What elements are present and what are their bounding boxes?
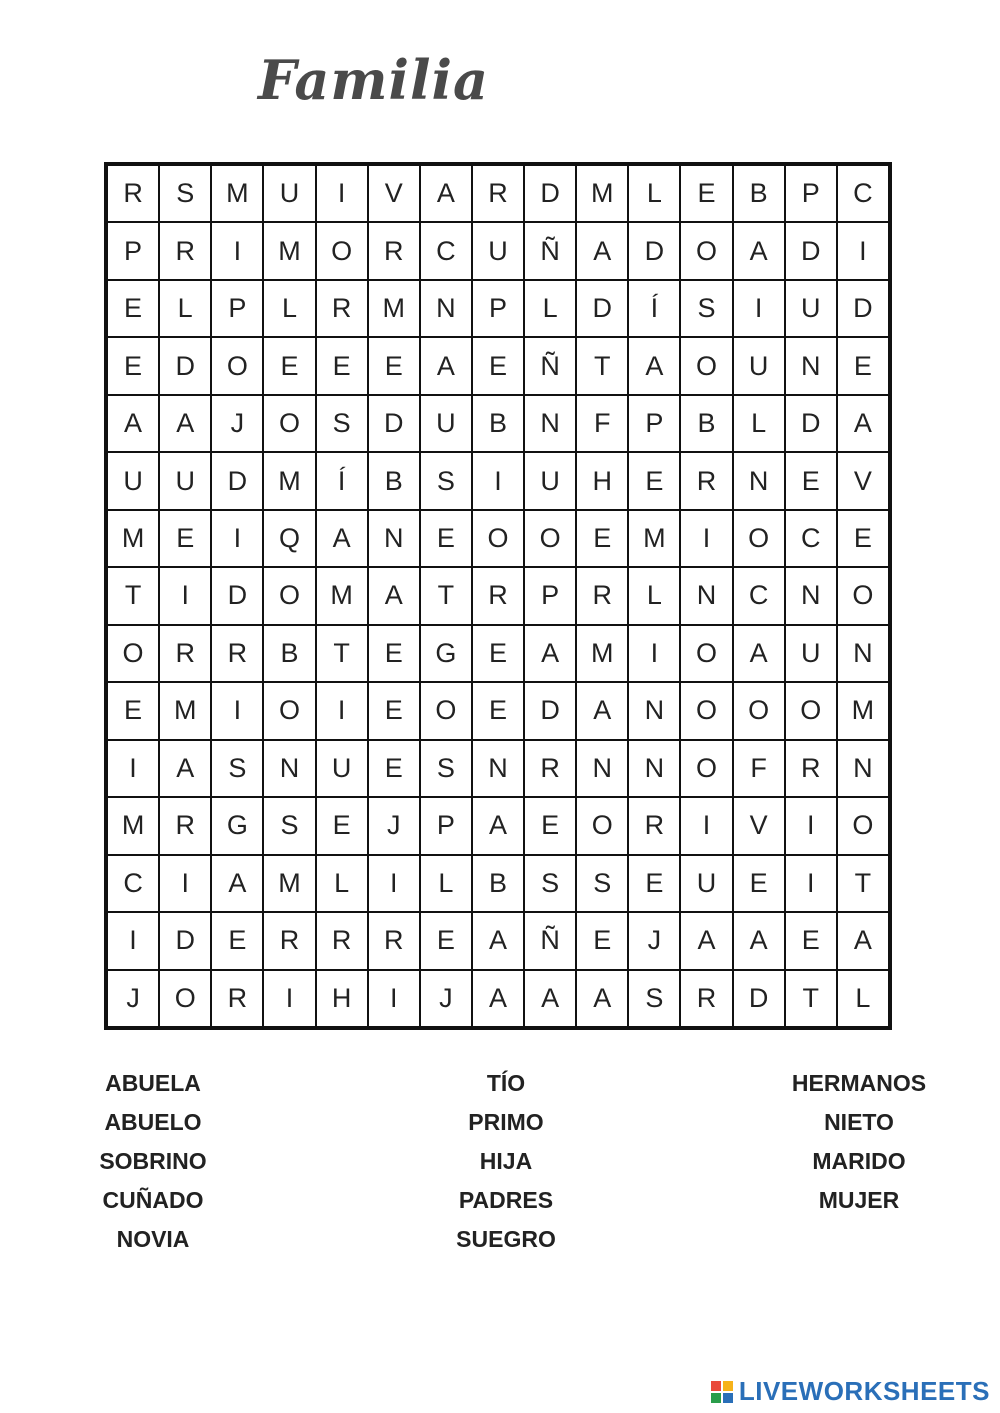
grid-cell[interactable]: S bbox=[158, 164, 212, 223]
grid-cell[interactable]: E bbox=[679, 164, 733, 223]
grid-cell[interactable]: O bbox=[575, 796, 629, 855]
grid-cell[interactable]: B bbox=[367, 451, 421, 510]
grid-cell[interactable]: R bbox=[523, 739, 577, 798]
word-list-item: MUJER bbox=[818, 1187, 900, 1213]
grid-cell[interactable]: M bbox=[106, 509, 160, 568]
word-list-item: SOBRINO bbox=[99, 1148, 207, 1174]
grid-cell[interactable]: O bbox=[679, 681, 733, 740]
grid-cell[interactable]: E bbox=[471, 681, 525, 740]
grid-cell[interactable]: Í bbox=[627, 279, 681, 338]
grid-cell[interactable]: N bbox=[419, 279, 473, 338]
grid-cell[interactable]: M bbox=[627, 509, 681, 568]
grid-cell[interactable]: E bbox=[627, 854, 681, 913]
grid-cell[interactable]: T bbox=[106, 566, 160, 625]
word-list-item: PADRES bbox=[458, 1187, 554, 1213]
grid-cell[interactable]: O bbox=[315, 221, 369, 280]
grid-cell[interactable]: D bbox=[158, 336, 212, 395]
grid-cell[interactable]: A bbox=[575, 221, 629, 280]
grid-cell[interactable]: A bbox=[471, 969, 525, 1028]
grid-cell[interactable]: I bbox=[367, 854, 421, 913]
grid-cell[interactable]: R bbox=[367, 911, 421, 970]
grid-cell[interactable]: N bbox=[679, 566, 733, 625]
word-list-item: CUÑADO bbox=[102, 1187, 204, 1213]
grid-cell[interactable]: L bbox=[523, 279, 577, 338]
grid-cell[interactable]: O bbox=[419, 681, 473, 740]
grid-cell[interactable]: P bbox=[784, 164, 838, 223]
grid-cell[interactable]: A bbox=[367, 566, 421, 625]
grid-cell[interactable]: I bbox=[627, 624, 681, 683]
grid-cell[interactable]: E bbox=[836, 336, 890, 395]
grid-cell[interactable]: O bbox=[262, 566, 316, 625]
grid-cell[interactable]: N bbox=[836, 739, 890, 798]
grid-cell[interactable]: Í bbox=[315, 451, 369, 510]
grid-cell[interactable]: R bbox=[315, 911, 369, 970]
grid-cell[interactable]: E bbox=[419, 509, 473, 568]
grid-cell[interactable]: M bbox=[262, 221, 316, 280]
grid-cell[interactable]: R bbox=[210, 624, 264, 683]
grid-cell[interactable]: O bbox=[679, 624, 733, 683]
grid-cell[interactable]: N bbox=[836, 624, 890, 683]
grid-cell[interactable]: O bbox=[732, 509, 786, 568]
grid-cell[interactable]: E bbox=[262, 336, 316, 395]
grid-cell[interactable]: A bbox=[471, 796, 525, 855]
grid-cell[interactable]: S bbox=[419, 739, 473, 798]
grid-cell[interactable]: E bbox=[784, 911, 838, 970]
grid-cell[interactable]: I bbox=[471, 451, 525, 510]
grid-cell[interactable]: I bbox=[367, 969, 421, 1028]
grid-cell[interactable]: S bbox=[419, 451, 473, 510]
grid-cell[interactable]: V bbox=[367, 164, 421, 223]
grid-cell[interactable]: M bbox=[210, 164, 264, 223]
grid-cell[interactable]: M bbox=[836, 681, 890, 740]
grid-cell[interactable]: C bbox=[836, 164, 890, 223]
grid-cell[interactable]: A bbox=[575, 681, 629, 740]
grid-cell[interactable]: I bbox=[262, 969, 316, 1028]
grid-cell[interactable]: A bbox=[836, 911, 890, 970]
grid-cell[interactable]: J bbox=[210, 394, 264, 453]
grid-cell[interactable]: D bbox=[367, 394, 421, 453]
grid-cell[interactable]: P bbox=[419, 796, 473, 855]
grid-cell[interactable]: E bbox=[732, 854, 786, 913]
grid-cell[interactable]: S bbox=[315, 394, 369, 453]
grid-cell[interactable]: E bbox=[106, 681, 160, 740]
grid-cell[interactable]: A bbox=[836, 394, 890, 453]
grid-cell[interactable]: D bbox=[523, 681, 577, 740]
grid-cell[interactable]: O bbox=[158, 969, 212, 1028]
grid-cell[interactable]: U bbox=[679, 854, 733, 913]
grid-cell[interactable]: I bbox=[158, 566, 212, 625]
grid-cell[interactable]: E bbox=[575, 509, 629, 568]
grid-cell[interactable]: I bbox=[158, 854, 212, 913]
grid-cell[interactable]: L bbox=[836, 969, 890, 1028]
grid-cell[interactable]: B bbox=[262, 624, 316, 683]
grid-cell[interactable]: P bbox=[523, 566, 577, 625]
grid-cell[interactable]: D bbox=[158, 911, 212, 970]
grid-cell[interactable]: R bbox=[210, 969, 264, 1028]
grid-cell[interactable]: E bbox=[158, 509, 212, 568]
grid-cell[interactable]: I bbox=[784, 854, 838, 913]
grid-cell[interactable]: O bbox=[471, 509, 525, 568]
grid-cell[interactable]: O bbox=[732, 681, 786, 740]
grid-cell[interactable]: I bbox=[210, 681, 264, 740]
grid-cell[interactable]: O bbox=[523, 509, 577, 568]
word-list-item: SUEGRO bbox=[456, 1226, 556, 1252]
grid-cell[interactable]: N bbox=[732, 451, 786, 510]
grid-cell[interactable]: U bbox=[471, 221, 525, 280]
grid-cell[interactable]: A bbox=[732, 221, 786, 280]
grid-cell[interactable]: U bbox=[106, 451, 160, 510]
grid-cell[interactable]: M bbox=[158, 681, 212, 740]
grid-cell[interactable]: D bbox=[575, 279, 629, 338]
word-list-column-2 bbox=[406, 1064, 606, 1259]
word-search-grid bbox=[104, 162, 892, 1030]
grid-cell[interactable]: T bbox=[784, 969, 838, 1028]
grid-cell[interactable]: O bbox=[262, 394, 316, 453]
grid-cell[interactable]: R bbox=[106, 164, 160, 223]
grid-cell[interactable]: O bbox=[106, 624, 160, 683]
grid-cell[interactable]: E bbox=[367, 336, 421, 395]
page-title: Familia bbox=[258, 48, 490, 112]
grid-cell[interactable]: N bbox=[784, 566, 838, 625]
grid-cell[interactable]: A bbox=[732, 624, 786, 683]
grid-cell[interactable]: M bbox=[315, 566, 369, 625]
grid-cell[interactable]: T bbox=[836, 854, 890, 913]
grid-cell[interactable]: M bbox=[575, 164, 629, 223]
grid-cell[interactable]: O bbox=[210, 336, 264, 395]
word-list-item: NIETO bbox=[824, 1109, 894, 1135]
grid-cell[interactable]: E bbox=[315, 336, 369, 395]
grid-cell[interactable]: I bbox=[210, 509, 264, 568]
grid-cell[interactable]: E bbox=[471, 624, 525, 683]
grid-cell[interactable]: L bbox=[627, 566, 681, 625]
grid-cell[interactable]: N bbox=[471, 739, 525, 798]
grid-cell[interactable]: L bbox=[627, 164, 681, 223]
grid-cell[interactable]: U bbox=[158, 451, 212, 510]
grid-cell[interactable]: U bbox=[419, 394, 473, 453]
grid-cell[interactable]: T bbox=[419, 566, 473, 625]
grid-cell[interactable]: L bbox=[262, 279, 316, 338]
grid-cell[interactable]: H bbox=[575, 451, 629, 510]
footer-brand[interactable] bbox=[711, 1376, 990, 1407]
grid-cell[interactable]: R bbox=[784, 739, 838, 798]
grid-cell[interactable]: A bbox=[627, 336, 681, 395]
grid-cell[interactable]: E bbox=[367, 681, 421, 740]
grid-cell[interactable]: D bbox=[627, 221, 681, 280]
grid-cell[interactable]: U bbox=[262, 164, 316, 223]
grid-cell[interactable]: I bbox=[106, 739, 160, 798]
grid-cell[interactable]: R bbox=[679, 969, 733, 1028]
grid-cell[interactable]: J bbox=[367, 796, 421, 855]
grid-cell[interactable]: D bbox=[784, 221, 838, 280]
grid-cell[interactable]: D bbox=[732, 969, 786, 1028]
grid-cell[interactable]: N bbox=[575, 739, 629, 798]
grid-cell[interactable]: S bbox=[523, 854, 577, 913]
word-list-item: PRIMO bbox=[468, 1109, 544, 1135]
grid-cell[interactable]: A bbox=[732, 911, 786, 970]
grid-cell[interactable]: C bbox=[784, 509, 838, 568]
grid-cell[interactable]: D bbox=[210, 451, 264, 510]
grid-cell[interactable]: P bbox=[471, 279, 525, 338]
grid-cell[interactable]: E bbox=[106, 336, 160, 395]
grid-cell[interactable]: A bbox=[158, 394, 212, 453]
grid-cell[interactable]: E bbox=[471, 336, 525, 395]
grid-cell[interactable]: R bbox=[627, 796, 681, 855]
grid-cell[interactable]: A bbox=[158, 739, 212, 798]
grid-cell[interactable]: B bbox=[471, 394, 525, 453]
grid-cell[interactable]: R bbox=[158, 221, 212, 280]
grid-cell[interactable]: R bbox=[471, 566, 525, 625]
grid-cell[interactable]: M bbox=[575, 624, 629, 683]
grid-cell[interactable]: O bbox=[679, 221, 733, 280]
grid-cell[interactable]: S bbox=[262, 796, 316, 855]
grid-cell[interactable]: E bbox=[315, 796, 369, 855]
grid-cell[interactable]: E bbox=[419, 911, 473, 970]
word-list-item: HIJA bbox=[479, 1148, 533, 1174]
grid-cell[interactable]: G bbox=[419, 624, 473, 683]
grid-cell[interactable]: L bbox=[315, 854, 369, 913]
grid-cell[interactable]: R bbox=[679, 451, 733, 510]
grid-cell[interactable]: I bbox=[784, 796, 838, 855]
grid-cell[interactable]: A bbox=[419, 336, 473, 395]
grid-cell[interactable]: R bbox=[158, 624, 212, 683]
grid-cell[interactable]: N bbox=[367, 509, 421, 568]
grid-cell[interactable]: A bbox=[575, 969, 629, 1028]
grid-cell[interactable]: E bbox=[367, 624, 421, 683]
grid-cell[interactable]: E bbox=[367, 739, 421, 798]
grid-cell[interactable]: M bbox=[367, 279, 421, 338]
grid-cell[interactable]: I bbox=[315, 164, 369, 223]
grid-cell[interactable]: A bbox=[106, 394, 160, 453]
grid-cell[interactable]: O bbox=[836, 796, 890, 855]
grid-cell[interactable]: N bbox=[627, 681, 681, 740]
grid-cell[interactable]: N bbox=[784, 336, 838, 395]
grid-cell[interactable]: N bbox=[262, 739, 316, 798]
grid-cell[interactable]: P bbox=[106, 221, 160, 280]
grid-cell[interactable]: A bbox=[471, 911, 525, 970]
grid-cell[interactable]: S bbox=[210, 739, 264, 798]
word-list-item: TÍO bbox=[486, 1070, 526, 1096]
grid-cell[interactable]: I bbox=[210, 221, 264, 280]
grid-cell[interactable]: I bbox=[315, 681, 369, 740]
grid-cell[interactable]: I bbox=[679, 796, 733, 855]
grid-cell[interactable]: E bbox=[106, 279, 160, 338]
grid-cell[interactable]: O bbox=[784, 681, 838, 740]
grid-cell[interactable]: R bbox=[367, 221, 421, 280]
grid-cell[interactable]: A bbox=[523, 624, 577, 683]
grid-cell[interactable]: Q bbox=[262, 509, 316, 568]
grid-cell[interactable]: S bbox=[627, 969, 681, 1028]
grid-cell[interactable]: J bbox=[627, 911, 681, 970]
grid-cell[interactable]: C bbox=[106, 854, 160, 913]
grid-cell[interactable]: I bbox=[732, 279, 786, 338]
grid-cell[interactable]: U bbox=[784, 624, 838, 683]
grid-cell[interactable]: R bbox=[315, 279, 369, 338]
grid-cell[interactable]: N bbox=[627, 739, 681, 798]
grid-cell[interactable]: R bbox=[158, 796, 212, 855]
grid-cell[interactable]: R bbox=[471, 164, 525, 223]
grid-cell[interactable]: E bbox=[836, 509, 890, 568]
word-list-column-3 bbox=[759, 1064, 959, 1220]
liveworksheets-logo-icon bbox=[711, 1381, 733, 1403]
grid-cell[interactable]: H bbox=[315, 969, 369, 1028]
grid-cell[interactable]: F bbox=[732, 739, 786, 798]
grid-cell[interactable]: B bbox=[679, 394, 733, 453]
grid-cell[interactable]: E bbox=[523, 796, 577, 855]
grid-cell[interactable]: F bbox=[575, 394, 629, 453]
grid-cell[interactable]: V bbox=[836, 451, 890, 510]
grid-cell[interactable]: J bbox=[106, 969, 160, 1028]
grid-cell[interactable]: V bbox=[732, 796, 786, 855]
grid-cell[interactable]: M bbox=[262, 854, 316, 913]
grid-cell[interactable]: G bbox=[210, 796, 264, 855]
grid-cell[interactable]: C bbox=[732, 566, 786, 625]
grid-cell[interactable]: D bbox=[784, 394, 838, 453]
grid-cell[interactable]: C bbox=[419, 221, 473, 280]
grid-cell[interactable]: J bbox=[419, 969, 473, 1028]
grid-cell[interactable]: U bbox=[315, 739, 369, 798]
grid-cell[interactable]: D bbox=[210, 566, 264, 625]
grid-cell[interactable]: I bbox=[679, 509, 733, 568]
brand-name: LIVEWORKSHEETS bbox=[738, 1376, 990, 1406]
grid-cell[interactable]: A bbox=[523, 969, 577, 1028]
grid-cell[interactable]: A bbox=[419, 164, 473, 223]
grid-cell[interactable]: B bbox=[732, 164, 786, 223]
grid-cell[interactable]: T bbox=[315, 624, 369, 683]
grid-cell[interactable]: Ñ bbox=[523, 221, 577, 280]
grid-cell[interactable]: O bbox=[836, 566, 890, 625]
word-list-column-1 bbox=[53, 1064, 253, 1259]
grid-cell[interactable]: O bbox=[679, 739, 733, 798]
word-list-item: HERMANOS bbox=[791, 1070, 927, 1096]
grid-cell[interactable]: U bbox=[732, 336, 786, 395]
grid-cell[interactable]: D bbox=[523, 164, 577, 223]
grid-cell[interactable]: O bbox=[262, 681, 316, 740]
grid-cell[interactable]: R bbox=[262, 911, 316, 970]
grid-cell[interactable]: T bbox=[575, 336, 629, 395]
grid-cell[interactable]: I bbox=[106, 911, 160, 970]
grid-cell[interactable]: D bbox=[836, 279, 890, 338]
grid-cell[interactable]: L bbox=[732, 394, 786, 453]
grid-cell[interactable]: E bbox=[627, 451, 681, 510]
grid-cell[interactable]: S bbox=[679, 279, 733, 338]
grid-cell[interactable]: E bbox=[784, 451, 838, 510]
word-list-item: MARIDO bbox=[812, 1148, 906, 1174]
grid-cell[interactable]: M bbox=[106, 796, 160, 855]
grid-cell[interactable]: A bbox=[315, 509, 369, 568]
grid-cell[interactable]: E bbox=[575, 911, 629, 970]
grid-cell[interactable]: L bbox=[158, 279, 212, 338]
word-list-item: NOVIA bbox=[116, 1226, 190, 1252]
grid-cell[interactable]: S bbox=[575, 854, 629, 913]
word-list-item: ABUELO bbox=[104, 1109, 202, 1135]
grid-cell[interactable]: U bbox=[784, 279, 838, 338]
grid-cell[interactable]: P bbox=[210, 279, 264, 338]
grid-cell[interactable]: A bbox=[679, 911, 733, 970]
grid-cell[interactable]: A bbox=[210, 854, 264, 913]
grid-cell[interactable]: E bbox=[210, 911, 264, 970]
word-list-item: ABUELA bbox=[105, 1070, 201, 1096]
grid-cell[interactable]: Ñ bbox=[523, 911, 577, 970]
grid-cell[interactable]: L bbox=[419, 854, 473, 913]
grid-cell[interactable]: M bbox=[262, 451, 316, 510]
grid-cell[interactable]: I bbox=[836, 221, 890, 280]
grid-cell[interactable]: U bbox=[523, 451, 577, 510]
grid-cell[interactable]: Ñ bbox=[523, 336, 577, 395]
grid-cell[interactable]: R bbox=[575, 566, 629, 625]
grid-cell[interactable]: P bbox=[627, 394, 681, 453]
grid-cell[interactable]: N bbox=[523, 394, 577, 453]
grid-cell[interactable]: B bbox=[471, 854, 525, 913]
grid-cell[interactable]: O bbox=[679, 336, 733, 395]
